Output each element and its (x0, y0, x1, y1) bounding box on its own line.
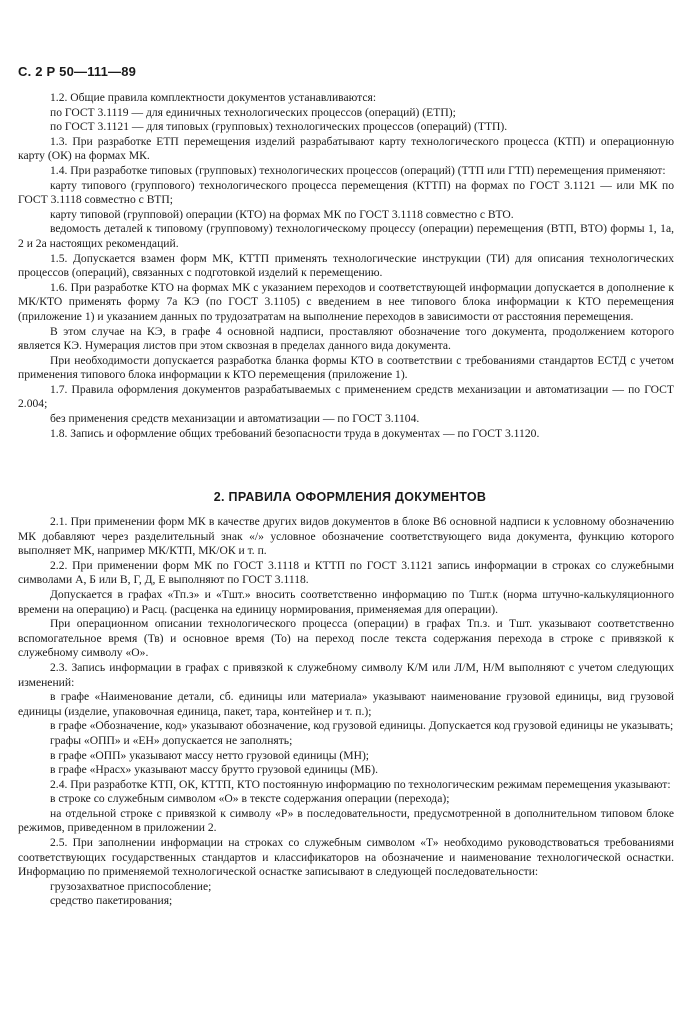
paragraph: в строке со служебным символом «О» в тексте содержания операции (перехода); (50, 792, 450, 806)
paragraph: 2.5. При заполнении информации на строках со служебным символом «Т» необходимо руководствоваться требованиями соответствующих государственных стандартов и классификаторов на обозначение и наименование технологической оснастки. Информацию по применяемой технологической оснастке записывают в следующей последовательности: (18, 836, 674, 879)
paragraph: ведомость деталей к типовому (групповому) технологическому процессу (операции) перемещения (ВТП, ВТО) формы 1, 1а, 2 и 2а настоящих рекомендаций. (18, 222, 674, 250)
paragraph: 1.6. При разработке КТО на формах МК с указанием переходов и соответствующей информации допускается в дополнение к МК/КТО применять форму 7а КЭ (по ГОСТ 3.1105) с введением в нее типового блока информации к КТО перемещения (приложение 1) и указанием данных по трудозатратам на выполнение переходов в зависимости от расстояния перемещения. (18, 280, 674, 323)
paragraph: 2.4. При разработке КТП, ОК, КТТП, КТО постоянную информацию по технологическим режимам перемещения указывают: (50, 777, 671, 791)
paragraph: 1.8. Запись и оформление общих требований безопасности труда в документах — по ГОСТ 3.1120. (50, 426, 540, 440)
paragraph: средство пакетирования; (50, 894, 173, 908)
paragraph: 1.3. При разработке ЕТП перемещения изделий разрабатывают карту технологического процесса (КТП) и операционную карту (ОК) на формах МК. (18, 134, 674, 163)
section-1-text (18, 91, 674, 441)
paragraph: При необходимости допускается разработка бланка формы КТО в соответствии с требованиями стандартов ЕСТД с учетом применения типового блока информации к КТО перемещения (приложение 1). (18, 353, 674, 382)
paragraph: по ГОСТ 3.1121 — для типовых (групповых) технологических процессов (операций) (ТТП). (50, 120, 508, 134)
paragraph: в графе «Наименование детали, сб. единицы или материала» указывают наименование грузовой единицы, вид грузовой единицы (изделие, упаковочная единица, пакет, тара, контейнер и т. п.); (18, 690, 674, 718)
paragraph: карту типовой (групповой) операции (КТО) на формах МК по ГОСТ 3.1118 совместно с ВТО. (50, 207, 514, 221)
section-2-text (18, 515, 674, 909)
paragraph: в графе «Обозначение, код» указывают обозначение, код грузовой единицы. Допускается код грузовой единицы не указывать; (50, 719, 674, 733)
paragraph: карту типового (группового) технологического процесса перемещения (КТТП) на формах по ГОСТ 3.1121 — или МК по ГОСТ 3.1118 совместно с ВТП; (18, 178, 674, 207)
paragraph: в графе «Нрасх» указывают массу брутто грузовой единицы (МБ). (50, 763, 378, 777)
paragraph: 1.4. При разработке типовых (групповых) технологических процессов (операций) (ТТП или ГТП) перемещения применяют: (50, 163, 666, 177)
paragraph: 2.3. Запись информации в графах с привязкой к служебному символу К/М или Л/М, Н/М выполняют с учетом следующих изменений: (18, 660, 674, 689)
paragraph: 2.1. При применении форм МК в качестве других видов документов в блоке В6 основной надписи к условному обозначению МК добавляют через разделительный знак «/» условное обозначение соответствующего вида документа, функцию которого выполняет МК, например МК/КТП, МК/ОК и т. п. (18, 515, 674, 558)
paragraph: В этом случае на КЭ, в графе 4 основной надписи, проставляют обозначение того документа, продолжением которого является КЭ. Нумерация листов при этом сквозная в пределах данного вида документа. (18, 324, 674, 353)
paragraph: грузозахватное приспособление; (50, 879, 212, 893)
paragraph: на отдельной строке с привязкой к символу «Р» в последовательности, предусмотренной в дополнительном типовом блоке режимов, приведенном в приложении 2. (18, 806, 674, 835)
paragraph: в графе «ОПП» указывают массу нетто грузовой единицы (МН); (50, 748, 370, 762)
paragraph: 1.5. Допускается взамен форм МК, КТТП применять технологические инструкции (ТИ) для описания технологических процессов (операций), связанных с подготовкой изделий к перемещению. (18, 251, 674, 280)
paragraph: При операционном описании технологического процесса (операции) в графах Тп.з. и Тшт. указывают соответственно вспомогательное время (Тв) и основное время (То) на переход после текста содержания перехода в строке с привязкой к служебному символу «О». (18, 617, 674, 660)
paragraph: 2.2. При применении форм МК по ГОСТ 3.1118 и КТТП по ГОСТ 3.1121 запись информации в строках со служебными символами А, Б или В, Г, Д, Е выполняют по ГОСТ 3.1118. (18, 558, 674, 587)
paragraph: графы «ОПП» и «ЕН» допускается не заполнять; (50, 733, 293, 747)
section-heading: 2. ПРАВИЛА ОФОРМЛЕНИЯ ДОКУМЕНТОВ (213, 490, 487, 504)
paragraph: по ГОСТ 3.1119 — для единичных технологических процессов (операций) (ЕТП); (50, 105, 456, 119)
paragraph: 1.2. Общие правила комплектности документов устанавливаются: (50, 91, 377, 104)
paragraph: 1.7. Правила оформления документов разрабатываемых с применением средств механизации и автоматизации — по ГОСТ 2.004; (18, 382, 674, 411)
page-header-code: С. 2 Р 50—111—89 (18, 64, 137, 79)
paragraph: Допускается в графах «Тп.з» и «Тшт.» вносить соответственно информацию по Тшт.к (норма штучно-калькуляционного времени на операцию) и Расц. (расценка на единицу нормирования, применяемая для операции). (18, 587, 674, 616)
paragraph: без применения средств механизации и автоматизации — по ГОСТ 3.1104. (50, 412, 420, 426)
